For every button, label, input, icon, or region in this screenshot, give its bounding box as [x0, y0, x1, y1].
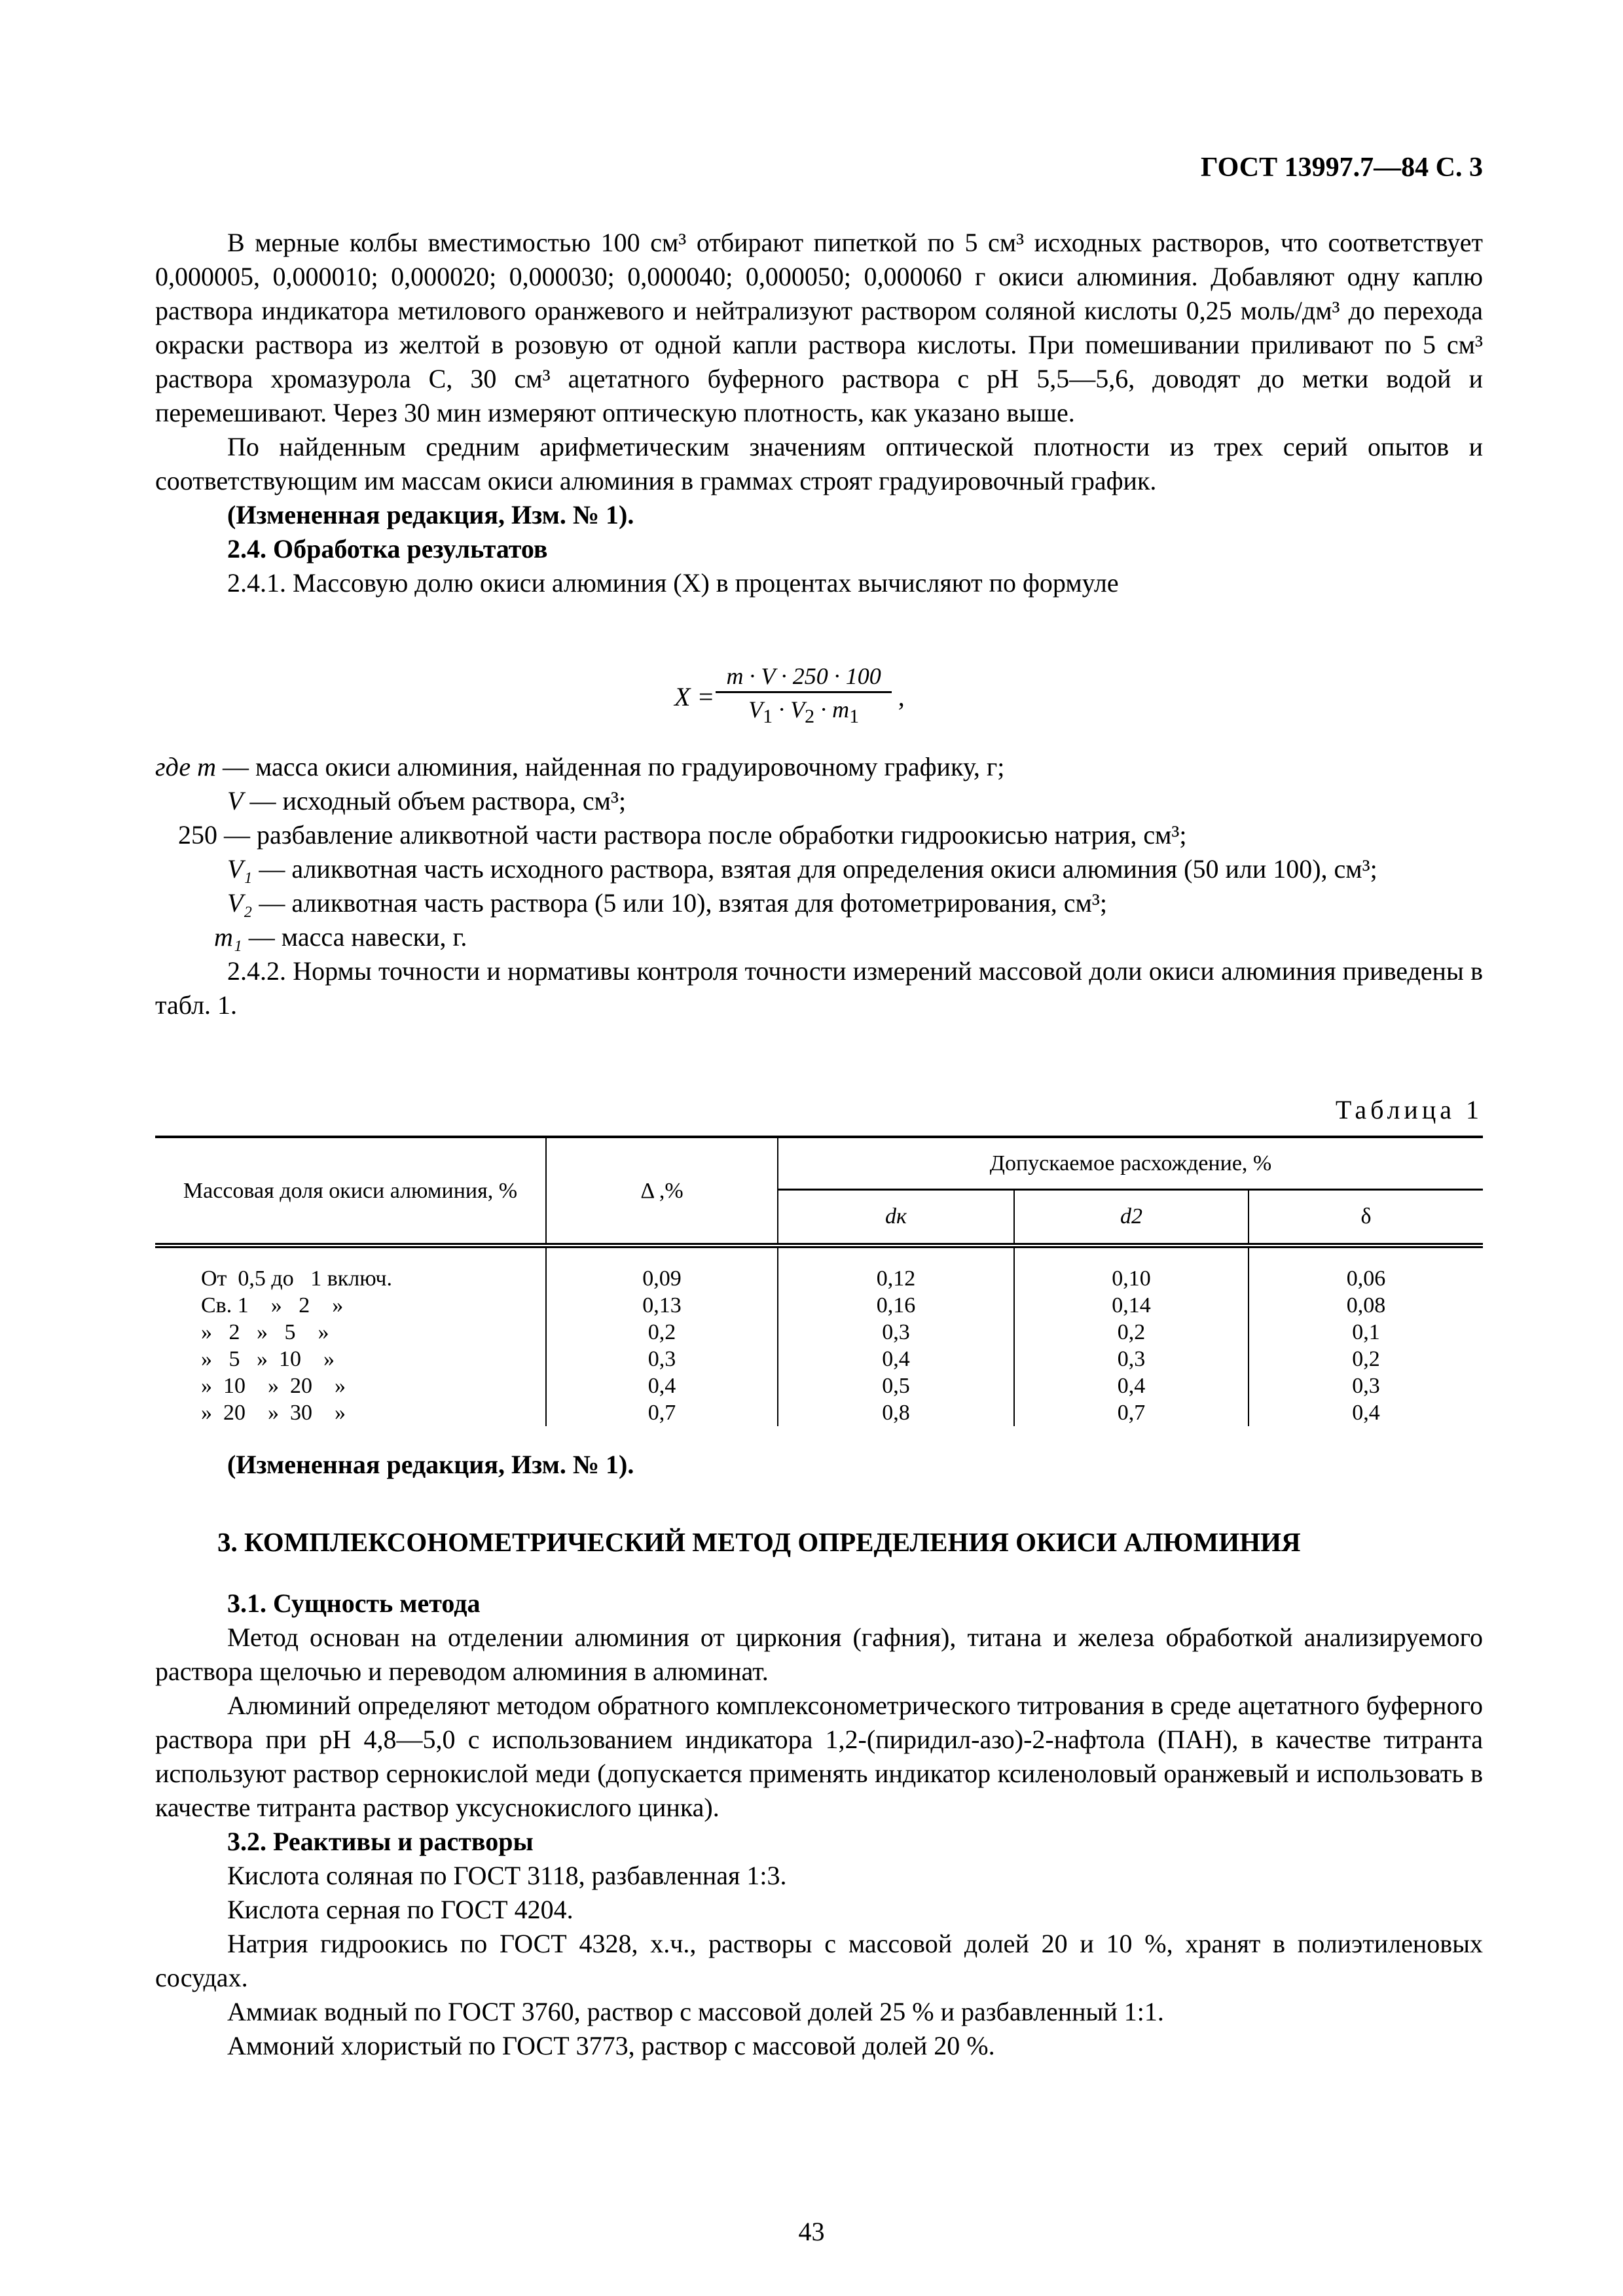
definition-v2: V₂ — аликвотная часть раствора (5 или 10), взятая для фотометрирования, см³; — [227, 888, 1107, 918]
cell-value: 0,06 — [1346, 1266, 1386, 1291]
cell-value: 0,14 — [1014, 1292, 1249, 1319]
table-caption: Таблица 1 — [1335, 1095, 1483, 1124]
formula-fraction — [721, 661, 886, 733]
cell-value: 0,09 — [546, 1265, 778, 1292]
section-heading-3-1: 3.1. Сущность метода — [227, 1588, 481, 1618]
cell-value: 0,16 — [778, 1292, 1014, 1319]
cell-value: 0,4 — [1014, 1372, 1249, 1399]
table-row — [155, 1292, 1483, 1319]
section-heading-3-2: 3.2. Реактивы и растворы — [227, 1827, 534, 1856]
definition-m: где m — масса окиси алюминия, найденная по градуировочному графику, г; — [155, 752, 1005, 781]
reagent-item: Кислота соляная по ГОСТ 3118, разбавленная 1:3. — [227, 1861, 787, 1890]
paragraph-calibration: В мерные колбы вместимостью 100 см³ отбирают пипеткой по 5 см³ исходных растворов, что соответствует 0,000005, 0,000010; 0,000020; 0,000030; 0,000040; 0,000050; 0,000060 г окиси алюминия. Добавляют одну каплю раствора индикатора метилового оранжевого и нейтрализуют раствором соляной кислоты 0,25 моль/дм³ до перехода окраски раствора из желтой в розовую от одной капли раствора кислоты. При помешивании приливают по 5 см³ раствора хромазурола С, 30 см³ ацетатного буферного раствора с рН 5,5—5,6, доводят до метки водой и перемешивают. Через 30 мин измеряют оптическую плотность, как указано выше. — [155, 228, 1483, 427]
definition-250: 250 — разбавление аликвотной части раствора после обработки гидроокисью натрия, см³; — [178, 820, 1187, 850]
paragraph-graph: По найденным средним арифметическим значениям оптической плотности из трех серий опытов и соответствующим им массам окиси алюминия в граммах строят градуировочный график. — [155, 432, 1483, 495]
page-header: ГОСТ 13997.7—84 С. 3 — [1200, 152, 1483, 183]
section-heading-3: 3. КОМПЛЕКСОНОМЕТРИЧЕСКИЙ МЕТОД ОПРЕДЕЛЕНИЯ ОКИСИ АЛЮМИНИЯ — [217, 1527, 1301, 1557]
cell-range: От 0,5 до 1 включ. — [155, 1265, 546, 1292]
header-d2: d2 — [1014, 1189, 1249, 1246]
header-mass-fraction: Массовая доля окиси алюминия, % — [155, 1137, 546, 1246]
formula-lhs: X = — [674, 682, 715, 712]
reagent-item: Кислота серная по ГОСТ 4204. — [227, 1895, 574, 1924]
reagent-item: Натрия гидроокись по ГОСТ 4328, х.ч., растворы с массовой долей 20 и 10 %, хранят в полиэтиленовых сосудах. — [155, 1929, 1483, 1992]
cell-value: 0,7 — [546, 1399, 778, 1426]
reagent-item: Аммиак водный по ГОСТ 3760, раствор с массовой долей 25 % и разбавленный 1:1. — [227, 1997, 1164, 2026]
cell-value: 0,1 — [1352, 1320, 1380, 1344]
cell-value: 0,10 — [1014, 1265, 1249, 1292]
cell-range: Св. 1 » 2 » — [155, 1292, 546, 1319]
accuracy-table — [155, 1136, 1483, 1426]
formula-denominator: $V_1 \cdot V_2 \cdot m_1$ — [716, 691, 891, 733]
body-top — [155, 226, 1483, 600]
table-row — [155, 1265, 1483, 1292]
definition-v1: V₁ — аликвотная часть исходного раствора, взятая для определения окиси алюминия (50 или 100), см³; — [227, 854, 1377, 884]
cell-value: 0,2 — [546, 1319, 778, 1346]
cell-range: » 10 » 20 » — [155, 1372, 546, 1399]
paragraph-2-4-1: 2.4.1. Массовую долю окиси алюминия (X) в процентах вычисляют по формуле — [227, 568, 1119, 598]
table-row — [155, 1399, 1483, 1426]
paragraph-3-1-b: Алюминий определяют методом обратного комплексонометрического титрования в среде ацетатного буферного раствора при рН 4,8—5,0 с использованием индикатора 1,2-(пиридил-азо)-2-нафтола (ПАН), в качестве титранта используют раствор сернокислой меди (допускается применять индикатор ксиленоловый оранжевый и использовать в качестве титранта раствор уксуснокислого цинка). — [155, 1691, 1483, 1822]
cell-range: » 2 » 5 » — [155, 1319, 546, 1346]
header-delta-small: δ — [1249, 1189, 1483, 1246]
paragraph-3-1-a: Метод основан на отделении алюминия от циркония (гафния), титана и железа обработкой анализируемого раствора щелочью и переводом алюминия в алюминат. — [155, 1623, 1483, 1686]
cell-value: 0,2 — [1352, 1347, 1380, 1371]
cell-range: » 20 » 30 » — [155, 1399, 546, 1426]
formula-comma: , — [898, 682, 905, 712]
cell-value: 0,12 — [778, 1265, 1014, 1292]
cell-value: 0,4 — [778, 1346, 1014, 1372]
cell-value: 0,3 — [546, 1346, 778, 1372]
amendment-note: (Измененная редакция, Изм. № 1). — [227, 500, 634, 529]
cell-value: 0,4 — [546, 1372, 778, 1399]
cell-value: 0,3 — [1014, 1346, 1249, 1372]
page-number: 43 — [798, 2217, 825, 2246]
definition-v: V — исходный объем раствора, см³; — [227, 786, 627, 816]
cell-value: 0,5 — [778, 1372, 1014, 1399]
header-delta: Δ ,% — [546, 1137, 778, 1246]
cell-value: 0,8 — [778, 1399, 1014, 1426]
amendment-note-2: (Измененная редакция, Изм. № 1). — [227, 1450, 634, 1479]
cell-value: 0,08 — [1346, 1293, 1386, 1318]
section-heading-2-4: 2.4. Обработка результатов — [227, 534, 548, 564]
definition-m1: m₁ — масса навески, г. — [214, 922, 467, 952]
paragraph-2-4-2: 2.4.2. Нормы точности и нормативы контроля точности измерений массовой доли окиси алюминия приведены в табл. 1. — [155, 956, 1483, 1020]
cell-value: 0,2 — [1014, 1319, 1249, 1346]
table-row — [155, 1372, 1483, 1399]
cell-value: 0,7 — [1014, 1399, 1249, 1426]
formula — [674, 661, 905, 733]
header-dk: dк — [778, 1189, 1014, 1246]
cell-range: » 5 » 10 » — [155, 1346, 546, 1372]
body-bottom — [155, 1448, 1483, 2063]
reagent-item: Аммоний хлористый по ГОСТ 3773, раствор с массовой долей 20 %. — [227, 2031, 995, 2060]
table-row — [155, 1346, 1483, 1372]
table-row — [155, 1319, 1483, 1346]
definitions — [155, 750, 1483, 1022]
cell-value: 0,4 — [1352, 1401, 1380, 1425]
header-allowed-discrepancy: Допускаемое расхождение, % — [778, 1137, 1483, 1189]
cell-value: 0,13 — [546, 1292, 778, 1319]
formula-numerator: m · V · 250 · 100 — [726, 663, 881, 689]
cell-value: 0,3 — [778, 1319, 1014, 1346]
cell-value: 0,3 — [1352, 1374, 1380, 1398]
